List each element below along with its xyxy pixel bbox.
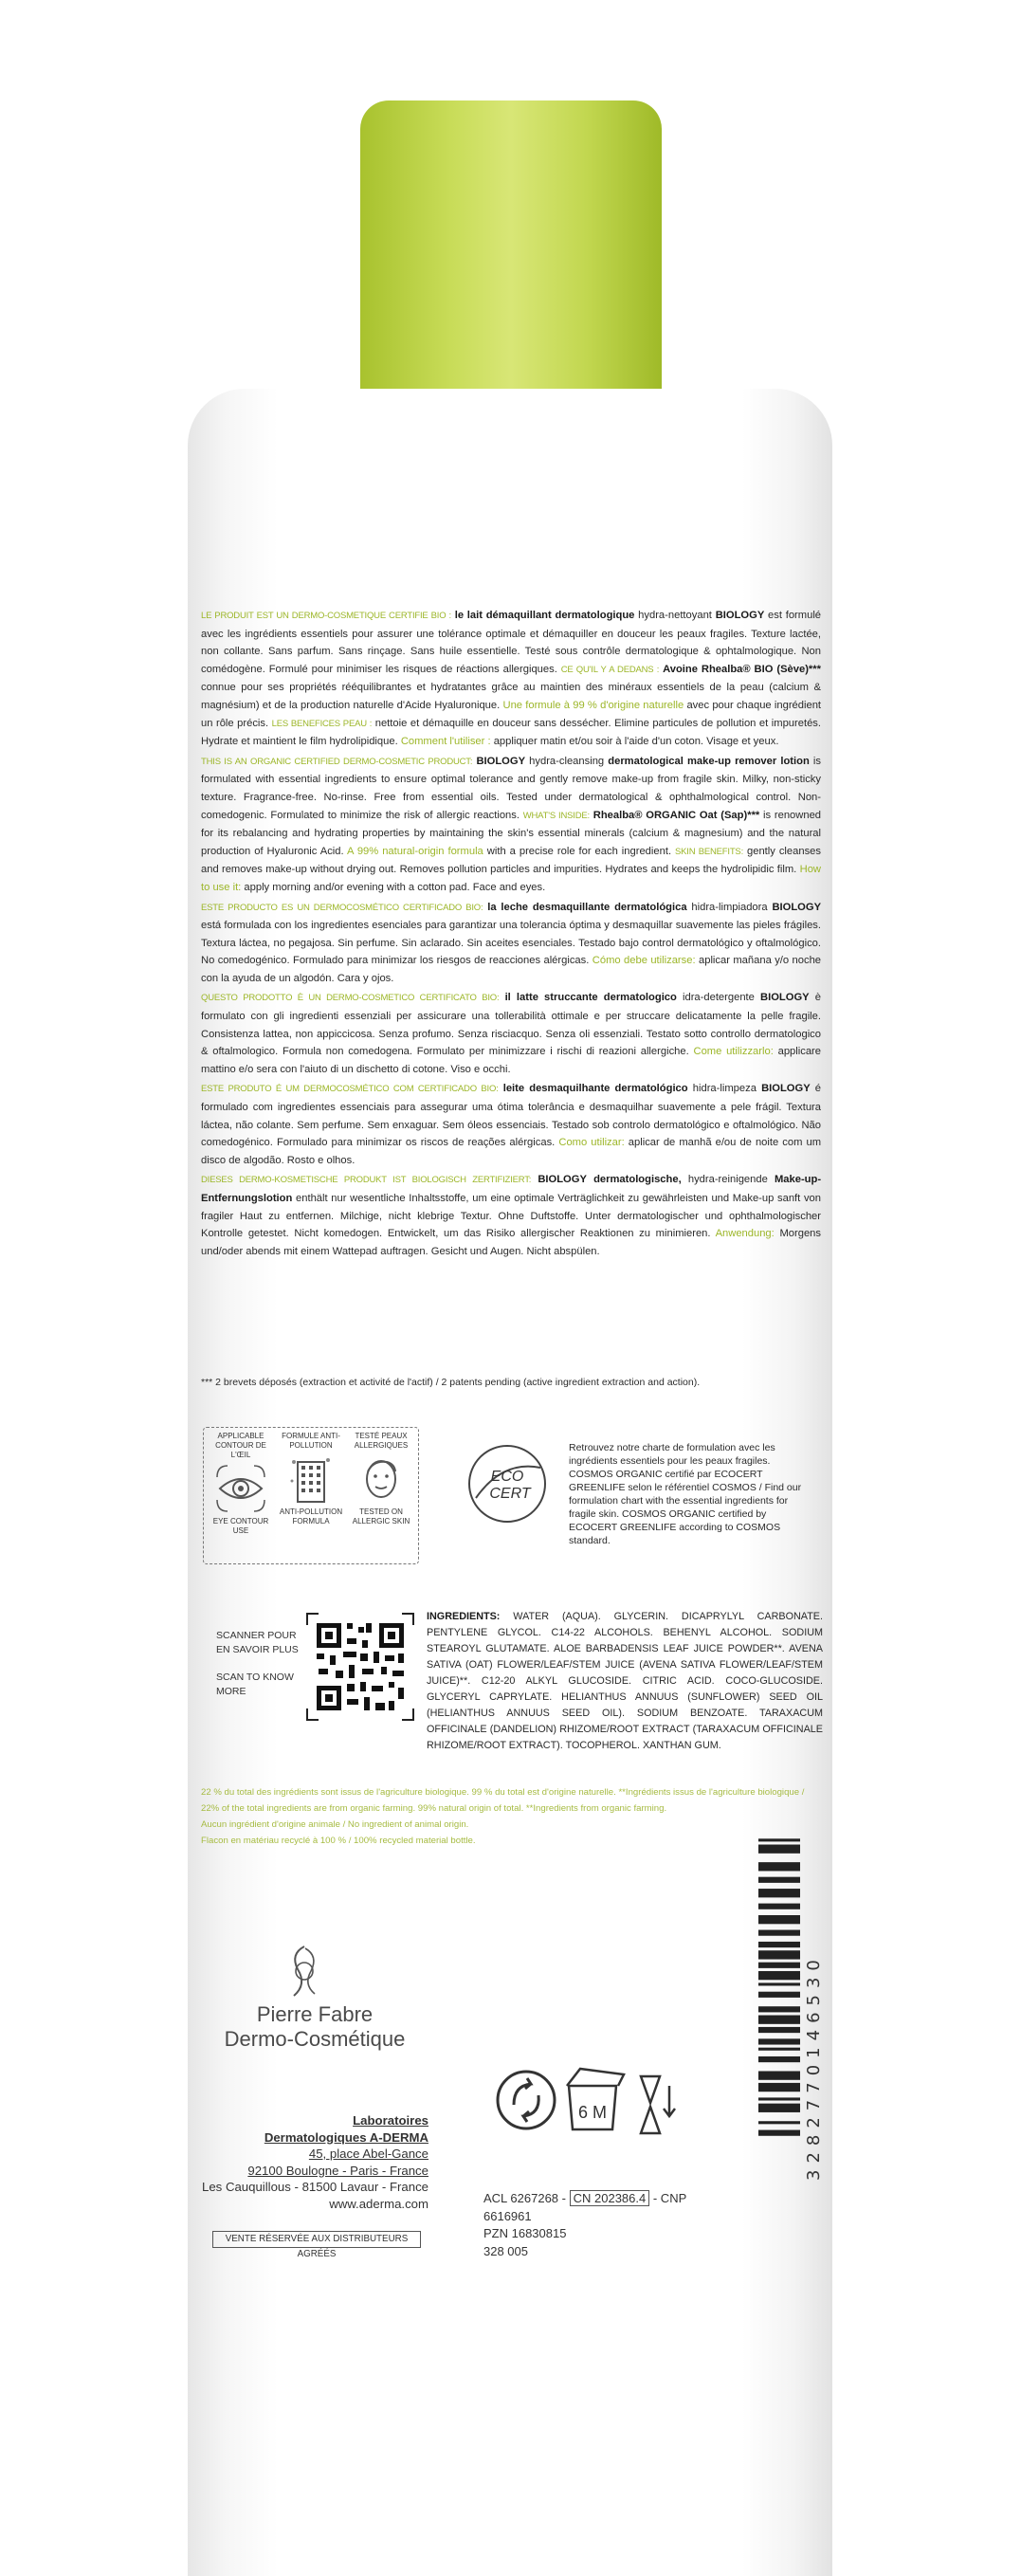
code-pzn: PZN 16830815	[483, 2226, 567, 2240]
claims-box	[203, 1427, 419, 1564]
ecocert-logo	[465, 1441, 550, 1526]
address-line-3: Les Cauquillous - 81500 Lavaur - France	[202, 2180, 428, 2194]
ecocert-text: Retrouvez notre charte de formulation avec les ingrédients essentiels pour les peaux fragiles. COSMOS ORGANIC certifié par ECOCERT GREENLIFE selon le référentiel COSMOS / Find our formulation chart with the essential ingredients for fragile skin. COSMOS ORGANIC certified by ECOCERT GREENLIFE according to COSMOS standard.	[569, 1442, 802, 1546]
claim-allergic-skin	[348, 1432, 414, 1526]
claim-label-top: APPLICABLE CONTOUR DE L'ŒIL	[215, 1432, 266, 1459]
scan-label	[216, 1629, 301, 1699]
bottle-cap	[360, 100, 662, 394]
code-line	[483, 2190, 730, 2225]
claim-label-bottom: TESTED ON ALLERGIC SKIN	[352, 1507, 410, 1526]
website-link[interactable]: www.aderma.com	[329, 2196, 428, 2211]
footnotes	[201, 1784, 821, 1849]
eye-icon	[214, 1462, 267, 1515]
scan-label-en: SCAN TO KNOW MORE	[216, 1672, 294, 1697]
manufacturer-address	[201, 2112, 428, 2212]
address-line-2: 92100 Boulogne - Paris - France	[247, 2163, 428, 2178]
text-es: ESTE PRODUCTO ES UN DERMOCOSMÉTICO CERTIFICADO BIO: la leche desmaquillante dermatológica hidra-limpiadora BIOLOGY está formulada con los ingredientes esenciales para garantizar una tolerancia óptima y desmaquillar suavemente las pieles frágiles. Textura láctea, no pegajosa. Sin perfume. Sin aclarado. Sin aceites esenciales. Testado bajo control dermatológico y oftalmológico. No comedogénico. Formulado para minimizar los riesgos de reacciones alérgicas. Cómo debe utilizarse: aplicar mañana y/o noche con la ayuda de un algodón. Cara y ojos.	[201, 901, 822, 984]
claim-label-bottom: EYE CONTOUR USE	[212, 1517, 269, 1535]
building-icon	[284, 1452, 337, 1506]
product-description	[201, 607, 821, 1262]
lab-name-2: Dermatologiques A-DERMA	[264, 2129, 428, 2145]
barcode-digits: 3282770146530	[804, 1953, 824, 2181]
text-fr: LE PRODUIT EST UN DERMO-COSMETIQUE CERTIFIE BIO : le lait démaquillant dermatologique hydra-nettoyant BIOLOGY est formulé avec les ingrédients essentiels pour assurer une tolérance optimale et démaquiller en douceur les peaux fragiles. Texture lactée, non collante. Sans parfum. Sans rinçage. Sans huile essentielle. Testé sous contrôle dermatologique & ophtalmologique. Non comédogène. Formulé pour minimiser les risques de réactions allergiques. CE QU'IL Y A DEDANS : Avoine Rhealba® BIO (Sève)*** connue pour ses propriétés rééquilibrantes et hydratantes grâce au maintien des minéraux essentiels de la peau (calcium & magnésium) et de la production naturelle d'Acide Hyaluronique. Une formule à 99 % d'origine naturelle avec pour chaque ingrédient un rôle précis. LES BENEFICES PEAU : nettoie et démaquille en douceur sans dessécher. Elimine particules de pollution et impuretés. Hydrate et maintient le film hydrolipidique. Comment l'utiliser : appliquer matin et/ou soir à l'aide d'un coton. Visage et yeux.	[201, 610, 822, 748]
text-en: THIS IS AN ORGANIC CERTIFIED DERMO-COSMETIC PRODUCT: BIOLOGY hydra-cleansing dermatological make-up remover lotion is formulated with essential ingredients to ensure optimal tolerance and gently remove make-up from fragile skin. Milky, non-sticky texture. Fragrance-free. No-rinse. Free from essential oils. Tested under dermatological & ophthalmological control. Non-comedogenic. Formulated to minimize the risk of allergic reactions. WHAT'S INSIDE: Rhealba® ORGANIC Oat (Sap)*** is renowned for its rebalancing and hydrating properties by maintaining the skin's essential minerals (calcium & magnesium) and the natural production of Hyaluronic Acid. A 99% natural-origin formula with a precise role for each ingredient. SKIN BENEFITS: gently cleanses and removes make-up without drying out. Removes pollution particles and impurities. Hydrates and keeps the hydrolipidic film. How to use it: apply morning and/or evening with a cotton pad. Face and eyes.	[201, 755, 822, 893]
claim-label-top: FORMULE ANTI-POLLUTION	[282, 1432, 340, 1450]
code-cn: CN 202386.4	[570, 2190, 650, 2206]
lab-name-1: Laboratoires	[353, 2113, 428, 2128]
product-codes	[483, 2190, 730, 2260]
code-lot: 328 005	[483, 2243, 528, 2258]
patents-note: *** 2 brevets déposés (extraction et activité de l'actif) / 2 patents pending (active ingredient extraction and action).	[201, 1377, 701, 1388]
address-line-1: 45, place Abel-Gance	[308, 2147, 428, 2161]
text-it: QUESTO PRODOTTO È UN DERMO-COSMETICO CERTIFICATO BIO: il latte struccante dermatologico idra-detergente BIOLOGY è formulato con gli ingredienti essenziali per assicurare una tollerabilità ottimale e per struccare delicatamente la pelle fragile. Consistenza lattea, non appiccicosa. Senza profumo. Senza risciacquo. Senza oli essenziali. Testato sotto controllo dermatologico & oftalmologico. Formula non comedogena. Formulato per minimizzare i rischi di reazioni allergiche. Come utilizzarlo: applicare mattino e/o sera con l'aiuto di un dischetto di cotone. Viso e occhi.	[201, 992, 821, 1075]
footnote-organic: 22 % du total des ingrédients sont issus de l'agriculture biologique. 99 % du total est d'origine naturelle. **Ingrédients issus de l'agriculture biologique / 22% of the total ingredients are from organic farming. 99% natural origin of total. **Ingredients from organic farming.	[201, 1787, 805, 1814]
hourglass-icon	[641, 2076, 675, 2133]
footnote-animal: Aucun ingrédient d'origine animale / No ingredient of animal origin.	[201, 1819, 469, 1830]
company-division: Dermo-Cosmétique	[224, 2027, 406, 2051]
code-acl: ACL 6267268 -	[483, 2191, 566, 2205]
code-cnp: - CNP 6616961	[483, 2191, 687, 2223]
svg-text:CERT: CERT	[489, 1486, 531, 1502]
text-de: DIESES DERMO-KOSMETISCHE PRODUKT IST BIOLOGISCH ZERTIFIZIERT: BIOLOGY dermatologische, hydra-reinigende Make-up-Entfernungslotion enthält nur wesentliche Inhaltsstoffe, um eine optimale Verträglichkeit zu gewährleisten und Make-up sanft von fragiler Haut zu entfernen. Milchige, nicht klebrige Textur. Ohne Duftstoffe. Unter dermatologischer und ophthalmologischer Kontrolle getestet. Nicht komedogen. Entwickelt, um das Risiko allergischer Reaktionen zu minimieren. Anwendung: Morgens und/oder abends mit einem Wattepad auftragen. Gesicht und Augen. Nicht abspülen.	[201, 1174, 822, 1257]
ingredients-list: INGREDIENTS: WATER (AQUA). GLYCERIN. DICAPRYLYL CARBONATE. PENTYLENE GLYCOL. C14-22 ALCOHOLS. BEHENYL ALCOHOL. SODIUM STEAROYL GLUTAMATE. ALOE BARBADENSIS LEAF JUICE POWDER**. AVENA SATIVA (OAT) FLOWER/LEAF/STEM JUICE (AVENA SATIVA FLOWER/LEAF/STEM JUICE)**. C12-20 ALKYL GLUCOSIDE. CITRIC ACID. COCO-GLUCOSIDE. GLYCERYL CAPRYLATE. HELIANTHUS ANNUUS (SUNFLOWER) SEED OIL (HELIANTHUS ANNUUS SEED OIL). SODIUM BENZOATE. TARAXACUM OFFICINALE (DANDELION) RHIZOME/ROOT EXTRACT (TARAXACUM OFFICINALE RHIZOME/ROOT EXTRACT). TOCOPHEROL. XANTHAN GUM.	[427, 1611, 823, 1751]
company-name: Pierre Fabre	[256, 2002, 374, 2026]
claim-anti-pollution	[278, 1432, 344, 1526]
sale-restriction: VENTE RÉSERVÉE AUX DISTRIBUTEURS AGRÉÉS	[212, 2231, 421, 2248]
barcode-number	[804, 1839, 823, 2181]
text-pt: ESTE PRODUTO É UM DERMOCOSMÉTICO COM CERTIFICADO BIO: leite desmaquilhante dermatológico hidra-limpeza BIOLOGY é formulado com ingredientes essenciais para assegurar uma ótima tolerância e desmaquilhar suavemente a pele frágil. Textura láctea, não colante. Sem perfume. Sem enxaguar. Sem óleos essenciais. Testado sob controlo dermatológico e oftalmológico. Não comedogénico. Formulado para minimizar os riscos de reações alérgicas. Como utilizar: aplicar de manhã e/ou de noite com um disco de algodão. Rosto e olhos.	[201, 1083, 822, 1166]
pierre-fabre-logo-icon	[281, 1943, 328, 2000]
scan-label-fr: SCANNER POUR EN SAVOIR PLUS	[216, 1630, 299, 1655]
claim-label-bottom: ANTI-POLLUTION FORMULA	[279, 1507, 343, 1526]
qr-code[interactable]	[305, 1612, 415, 1722]
claim-label-top: TESTÉ PEAUX ALLERGIQUES	[354, 1432, 409, 1450]
footnote-recycled: Flacon en matériau recyclé à 100 % / 100% recycled material bottle.	[201, 1836, 476, 1846]
svg-text:6 M: 6 M	[577, 2103, 608, 2122]
recycle-icon	[498, 2072, 555, 2128]
claim-eye-contour	[208, 1432, 274, 1536]
svg-text:ECO: ECO	[490, 1469, 524, 1485]
pao-jar-icon	[567, 2069, 624, 2129]
face-icon	[355, 1452, 408, 1506]
packaging-symbols	[493, 2057, 702, 2152]
company-logo-text	[201, 2002, 428, 2052]
